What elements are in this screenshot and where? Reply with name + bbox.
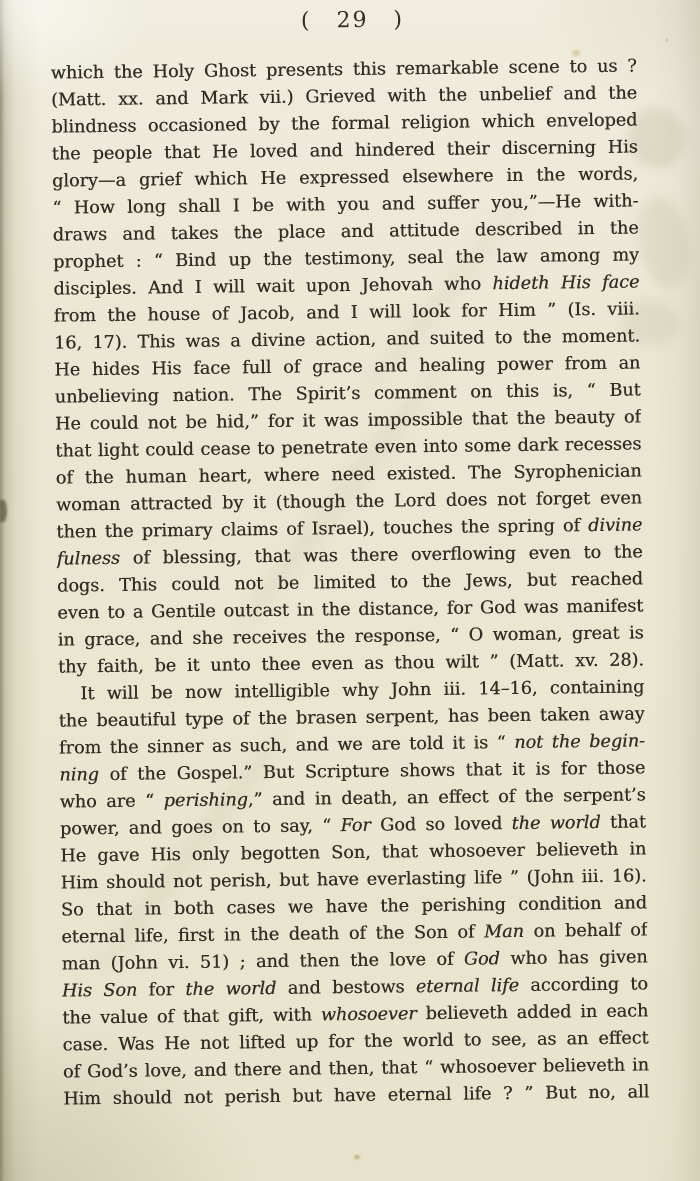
text-line: man (John vi. 51) ; and then the love of God who has given — [61, 947, 648, 975]
text-line: dogs. This could not be limited to the Jews, but reached — [56, 569, 644, 597]
text-line: woman attracted by it (though the Lord does not forget even — [55, 488, 643, 516]
text-line: in grace, and she receives the response, “ O woman, great is — [57, 623, 644, 651]
text-line: It will be now intelligible why John iii. 14–16, containing — [80, 677, 645, 705]
text-line: the people that He loved and hindered their discerning His — [51, 137, 638, 165]
text-line: of the human heart, where need existed. The Syrophenician — [55, 461, 642, 489]
text-line: that light could cease to penetrate even into some dark recesses — [55, 434, 642, 462]
text-line: Him should not perish but have eternal life ? ” But no, all — [63, 1082, 650, 1110]
text-line: prophet : “ Bind up the testimony, seal the law among my — [52, 245, 640, 273]
text-line: unbelieving nation. The Spirit’s comment on this is, “ But — [54, 380, 641, 408]
text-line: case. Was He not lifted up for the world to see, as an effect — [62, 1028, 649, 1056]
page-text — [51, 53, 650, 1113]
text-line: fulness of blessing, that was there overflowing even to the — [56, 542, 643, 570]
text-line: Him should not perish, but have everlasting life ” (John iii. 16). — [60, 866, 647, 894]
text-line: draws and takes the place and attitude described in the — [52, 218, 639, 246]
text-line: of God’s love, and there and then, that “ whosoever believeth in — [62, 1055, 650, 1083]
text-line: which the Holy Ghost presents this remarkable scene to us ? — [50, 56, 637, 84]
text-line: thy faith, be it unto thee even as thou wilt ” (Matt. xv. 28). — [57, 650, 645, 678]
text-line: even to a Gentile outcast in the distance, for God was manifest — [57, 596, 644, 624]
text-line: the value of that gift, with whosoever believeth added in each — [62, 1001, 649, 1029]
text-line: glory—a grief which He expressed elsewhere in the words, — [51, 164, 639, 192]
text-line: So that in both cases we have the perishing condition and — [60, 893, 648, 921]
text-line: blindness occasioned by the formal religion which enveloped — [51, 110, 638, 138]
text-line: (Matt. xx. and Mark vii.) Grieved with the unbelief and the — [50, 83, 638, 111]
show-through-mark — [634, 193, 694, 291]
text-line: then the primary claims of Israel), touches the spring of divine — [56, 515, 643, 543]
text-line: ning of the Gospel.” But Scripture shows that it is for those — [59, 758, 646, 786]
text-line: who are “ perishing,” and in death, an effect of the serpent’s — [59, 785, 646, 813]
text-line: from the sinner as such, and we are told it is “ not the begin- — [58, 731, 646, 759]
text-line: power, and goes on to say, “ For God so loved the world that — [59, 812, 647, 840]
text-line: the beautiful type of the brasen serpent, has been taken away — [58, 704, 645, 732]
text-line: disciples. And I will wait upon Jehovah who hideth His face — [53, 272, 640, 300]
text-line: He gave His only begotten Son, that whosoever believeth in — [60, 839, 647, 867]
page-edge-speck — [0, 500, 7, 522]
text-line: “ How long shall I be with you and suffer you,”—He with- — [52, 191, 639, 219]
text-line: He could not be hid,” for it was impossible that the beauty of — [54, 407, 642, 435]
text-line: from the house of Jacob, and I will look for Him ” (Is. viii. — [53, 299, 640, 327]
text-line: His Son for the world and bestows eternal life according to — [61, 974, 649, 1002]
page-number: ( 29 ) — [300, 7, 405, 34]
text-line: He hides His face full of grace and healing power from an — [54, 353, 641, 381]
text-line: 16, 17). This was a divine action, and suited to the moment. — [53, 326, 641, 354]
text-line: eternal life, first in the death of the Son of Man on behalf of — [61, 920, 648, 948]
